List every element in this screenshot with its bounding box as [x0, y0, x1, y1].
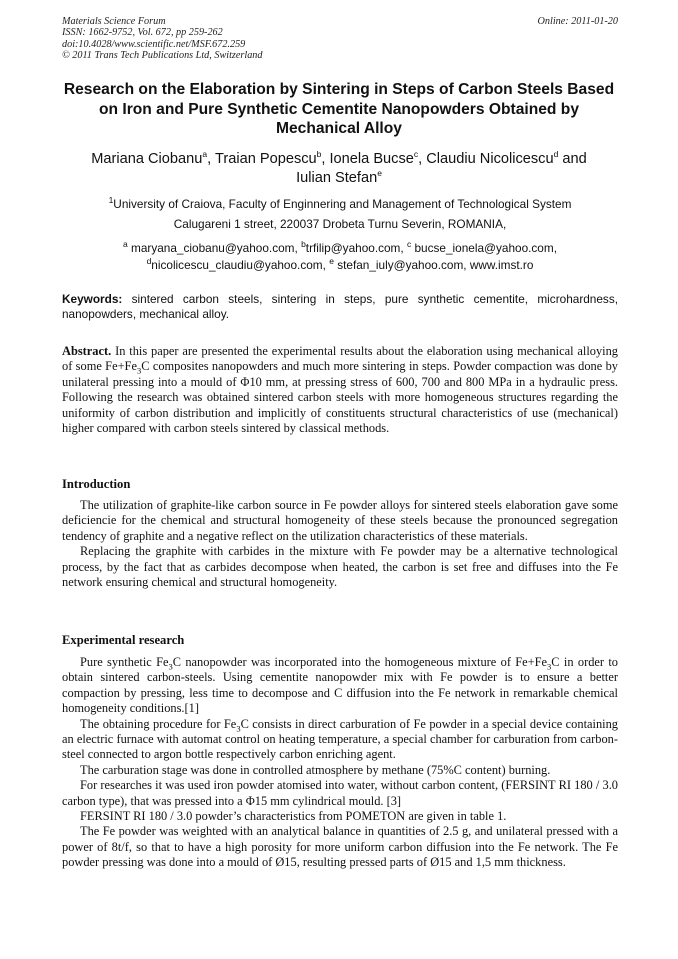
- paragraph: The carburation stage was done in controlled atmosphere by methane (75%C content) burning.: [80, 762, 551, 777]
- subscript: 3: [236, 723, 241, 734]
- journal-info: [62, 16, 618, 62]
- paragraph-text: The obtaining procedure for Fe: [80, 716, 237, 731]
- experimental-heading: Experimental research: [62, 633, 185, 647]
- paragraph: For researches it was used iron powder atomised into water, without carbon content, (FERSINT RI 180 / 3.0 carbon type), that was pressed into a Φ15 mm cylindrical mould. [3]: [62, 778, 618, 808]
- journal-doi: doi:10.4028/www.scientific.net/MSF.672.259: [62, 38, 246, 50]
- email-link[interactable]: nicolicescu_claudiu@yahoo.com,: [151, 258, 326, 272]
- abstract-text: In this paper are presented the experimental results about the elaboration using mechanical alloying of some Fe+Fe: [62, 344, 618, 374]
- subscript: 3: [168, 661, 173, 672]
- keywords: [62, 292, 618, 323]
- author-mark: c: [413, 149, 419, 160]
- paragraph-text: C consists in direct carburation of Fe powder in a special device containing an electric furnace with automat control on heating temperature, a special chamber for carburation from carbon-steel connected to argon bottle respectively carbon enriching agent.: [62, 716, 618, 762]
- paragraph: The utilization of graphite-like carbon source in Fe powder alloys for sintered steels elaboration gave some deficiencie for the chemical and structural homogeneity of these steels because the pronounced segregation tendency of graphite and a negative reflect on the utilization characteristics of these materials.: [62, 498, 618, 543]
- introduction-body: [62, 498, 618, 590]
- affiliation: [62, 195, 618, 234]
- author-separator: ,: [418, 151, 427, 167]
- introduction-heading: Introduction: [62, 477, 131, 491]
- abstract: [62, 344, 618, 436]
- keywords-text: sintered carbon steels, sintering in steps, pure synthetic cementite, microhardness, nanopowders, mechanical alloy.: [62, 292, 618, 322]
- author-emails: [62, 240, 618, 274]
- paper-title: Research on the Elaboration by Sintering in Steps of Carbon Steels Based on Iron and Pure Synthetic Cementite Nanopowders Obtained by Mechanical Alloy: [63, 81, 615, 137]
- affiliation-address: Calugareni 1 street, 220037 Drobeta Turnu Severin, ROMANIA,: [173, 216, 507, 231]
- paragraph: FERSINT RI 180 / 3.0 powder’s characteristics from POMETON are given in table 1.: [80, 809, 507, 824]
- abstract-text: C composites nanopowders and much more sintering in steps. Powder compaction was done by unilateral pressing into a mould of Φ10 mm, at pressing stress of 600, 700 and 800 MPa in a hydraulic press. Following the research was obtained sintered carbon steels with more homogeneous structures regarding the uniformity of carbon distribution and implicitly of constituents structural characteristics of use (mechanical) higher compared with carbon steels sintered by classical methods.: [62, 359, 618, 436]
- email-mark: c: [406, 239, 412, 250]
- affiliation-line: [62, 195, 618, 215]
- author-separator: and: [558, 151, 587, 167]
- keywords-label: Keywords:: [62, 292, 123, 306]
- affiliation-mark: 1: [108, 195, 114, 206]
- author-name: Iulian Stefan: [296, 170, 378, 186]
- paragraph: Replacing the graphite with carbides in the mixture with Fe powder may be a alternative technological process, by the fact that as carbides decompose when heated, the carbon is set free and diffuses into the Fe network ensuring chemical and structural homogeneity.: [62, 544, 618, 590]
- author-separator: ,: [207, 151, 215, 167]
- author-name: Traian Popescu: [214, 151, 317, 167]
- journal-header: [62, 16, 618, 62]
- author-list: [56, 150, 622, 188]
- email-line: [62, 240, 618, 257]
- author-mark: a: [202, 149, 208, 160]
- email-mark: e: [329, 256, 334, 267]
- email-line: [62, 257, 618, 274]
- email-link[interactable]: bucse_ionela@yahoo.com,: [414, 241, 557, 255]
- journal-issn: ISSN: 1662-9752, Vol. 672, pp 259-262: [62, 27, 223, 39]
- paragraph-text: C nanopowder was incorporated into the homogeneous mixture of Fe+Fe: [172, 655, 548, 669]
- author-mark: e: [377, 168, 382, 179]
- paragraph-text: Pure synthetic Fe: [80, 655, 169, 669]
- journal-name: Materials Science Forum: [62, 16, 166, 27]
- paragraph: [62, 655, 618, 717]
- email-mark: d: [146, 256, 152, 267]
- journal-copyright: © 2011 Trans Tech Publications Ltd, Switzerland: [62, 50, 263, 62]
- experimental-body: [62, 655, 618, 871]
- affiliation-name: University of Craiova, Faculty of Enginnering and Management of Technological System: [113, 197, 572, 211]
- website-link[interactable]: www.imst.ro: [469, 258, 534, 272]
- email-link[interactable]: stefan_iuly@yahoo.com,: [337, 258, 467, 272]
- email-mark: b: [301, 239, 306, 250]
- email-link[interactable]: trfilip@yahoo.com,: [305, 241, 404, 255]
- author-separator: ,: [321, 151, 330, 167]
- email-mark: a: [123, 239, 128, 250]
- paragraph-text: C in order to obtain sintered carbon-steels. Using cementite nanopowder mix with Fe powder is to ensure a better compaction by pressing, less time to decompose and C diffusion into the Fe network in remarkable chemical homogeneity conditions.[1]: [62, 655, 618, 716]
- author-name: Mariana Ciobanu: [91, 151, 203, 167]
- author-mark: b: [316, 149, 322, 160]
- paragraph: [62, 717, 618, 763]
- online-date: Online: 2011-01-20: [537, 16, 618, 27]
- paragraph: The Fe powder was weighted with an analytical balance in quantities of 2.5 g, and unilateral pressed with a power of 8t/f, so that to have a high porosity for more uniform carbon diffusion into the Fe network. The Fe powder pressing was done into a mould of Ø15, resulting pressed parts of Ø15 and 1,5 mm thickness.: [62, 824, 618, 870]
- subscript: 3: [136, 365, 142, 376]
- author-mark: d: [553, 149, 559, 160]
- author-name: Ionela Bucse: [329, 151, 414, 167]
- author-name: Claudiu Nicolicescu: [426, 151, 554, 167]
- abstract-label: Abstract.: [62, 344, 112, 358]
- subscript: 3: [547, 661, 552, 672]
- email-link[interactable]: maryana_ciobanu@yahoo.com,: [131, 241, 298, 255]
